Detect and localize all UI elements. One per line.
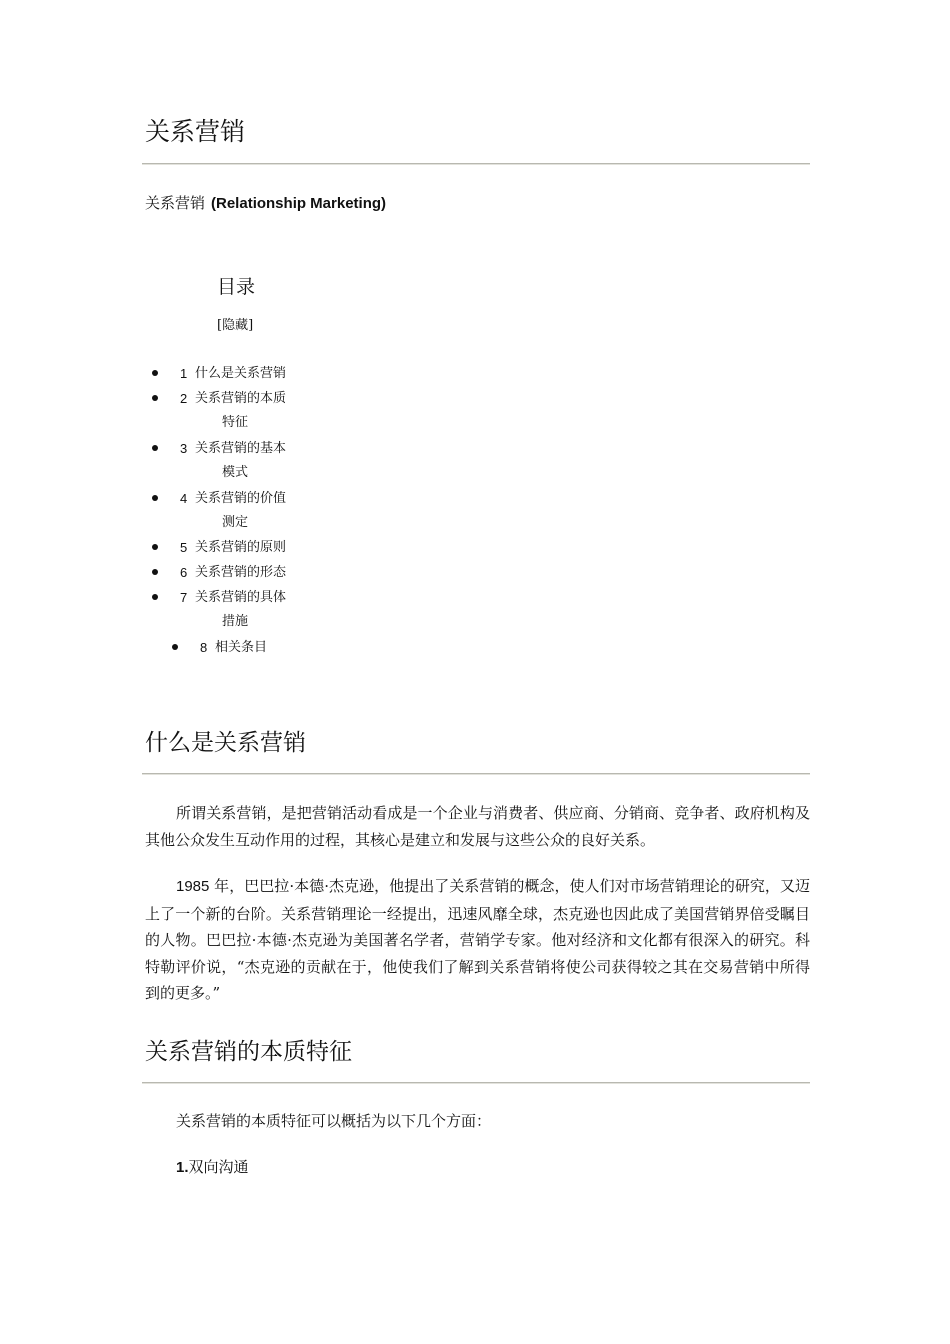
toc-item-4-link[interactable]: 关系营销的价值: [195, 491, 287, 506]
section-divider: [142, 1082, 810, 1084]
toc-item-number: 1: [180, 366, 188, 381]
toc-bullet: [152, 594, 158, 600]
toc-hide-toggle[interactable]: [隐藏]: [217, 318, 254, 333]
toc-item-2-link[interactable]: 关系营销的本质: [195, 391, 287, 406]
toc-item-number: 8: [200, 640, 208, 655]
toc-item-number: 2: [180, 391, 188, 406]
history-text: 年，巴巴拉·本德·杰克逊，他提出了关系营销的概念，使人们对市场营销理论的研究，又迈上了一个新的台阶。关系营销理论一经提出，迅速风靡全球，杰克逊也因此成了美国营销界倍受瞩目的人物。巴巴拉·本德·杰克逊为美国著名学者，营销学专家。他对经济和文化都有很深入的研究。科特勒评价说，“杰克逊的贡献在于，他使我们了解到关系营销将使公司获得较之其在交易营销中所得到的更多。”: [145, 877, 810, 1002]
paragraph-definition: 所谓关系营销，是把营销活动看成是一个企业与消费者、供应商、分销商、竞争者、政府机构及其他公众发生互动作用的过程，其核心是建立和发展与这些公众的良好关系。: [145, 804, 810, 849]
toc-item-1-link[interactable]: 什么是关系营销: [195, 366, 287, 381]
toc-bullet: [172, 644, 178, 650]
subtitle-en: (Relationship Marketing): [211, 195, 387, 212]
toc-item-6-link[interactable]: 关系营销的形态: [195, 565, 287, 580]
toc-item-3-link-cont[interactable]: 模式: [222, 465, 249, 480]
section-divider: [142, 773, 810, 775]
toc-bullet: [152, 445, 158, 451]
toc-item-number: 5: [180, 540, 188, 555]
page-title: 关系营销: [145, 117, 246, 146]
toc-item-3-link[interactable]: 关系营销的基本: [195, 441, 287, 456]
toc-item-number: 6: [180, 565, 188, 580]
year-text: 1985: [176, 878, 210, 895]
item-number: 1.: [176, 1159, 189, 1176]
title-divider: [142, 163, 810, 165]
toc-bullet: [152, 395, 158, 401]
toc-bullet: [152, 495, 158, 501]
section-heading-what-is: 什么是关系营销: [145, 730, 306, 756]
subtitle-zh: 关系营销: [145, 194, 206, 212]
toc-item-7-link-cont[interactable]: 措施: [222, 614, 249, 629]
characteristic-item-1: [176, 1157, 249, 1178]
item-label: 双向沟通: [188, 1158, 249, 1176]
section-heading-characteristics: 关系营销的本质特征: [145, 1039, 352, 1065]
toc-item-4-link-cont[interactable]: 测定: [222, 515, 249, 530]
toc-item-number: 3: [180, 441, 188, 456]
toc-item-8-link[interactable]: 相关条目: [215, 640, 268, 655]
toc-title: 目录: [217, 276, 256, 298]
toc-item-7-link[interactable]: 关系营销的具体: [195, 590, 287, 605]
article-subtitle: [145, 193, 386, 214]
paragraph-history: [145, 873, 810, 1007]
toc-item-2-link-cont[interactable]: 特征: [222, 415, 249, 430]
toc-item-5-link[interactable]: 关系营销的原则: [195, 540, 287, 555]
toc-item-number: 4: [180, 491, 188, 506]
toc-bullet: [152, 544, 158, 550]
toc-bullet: [152, 370, 158, 376]
toc-item-number: 7: [180, 590, 188, 605]
toc-bullet: [152, 569, 158, 575]
paragraph-characteristics-intro: 关系营销的本质特征可以概括为以下几个方面：: [176, 1112, 492, 1130]
